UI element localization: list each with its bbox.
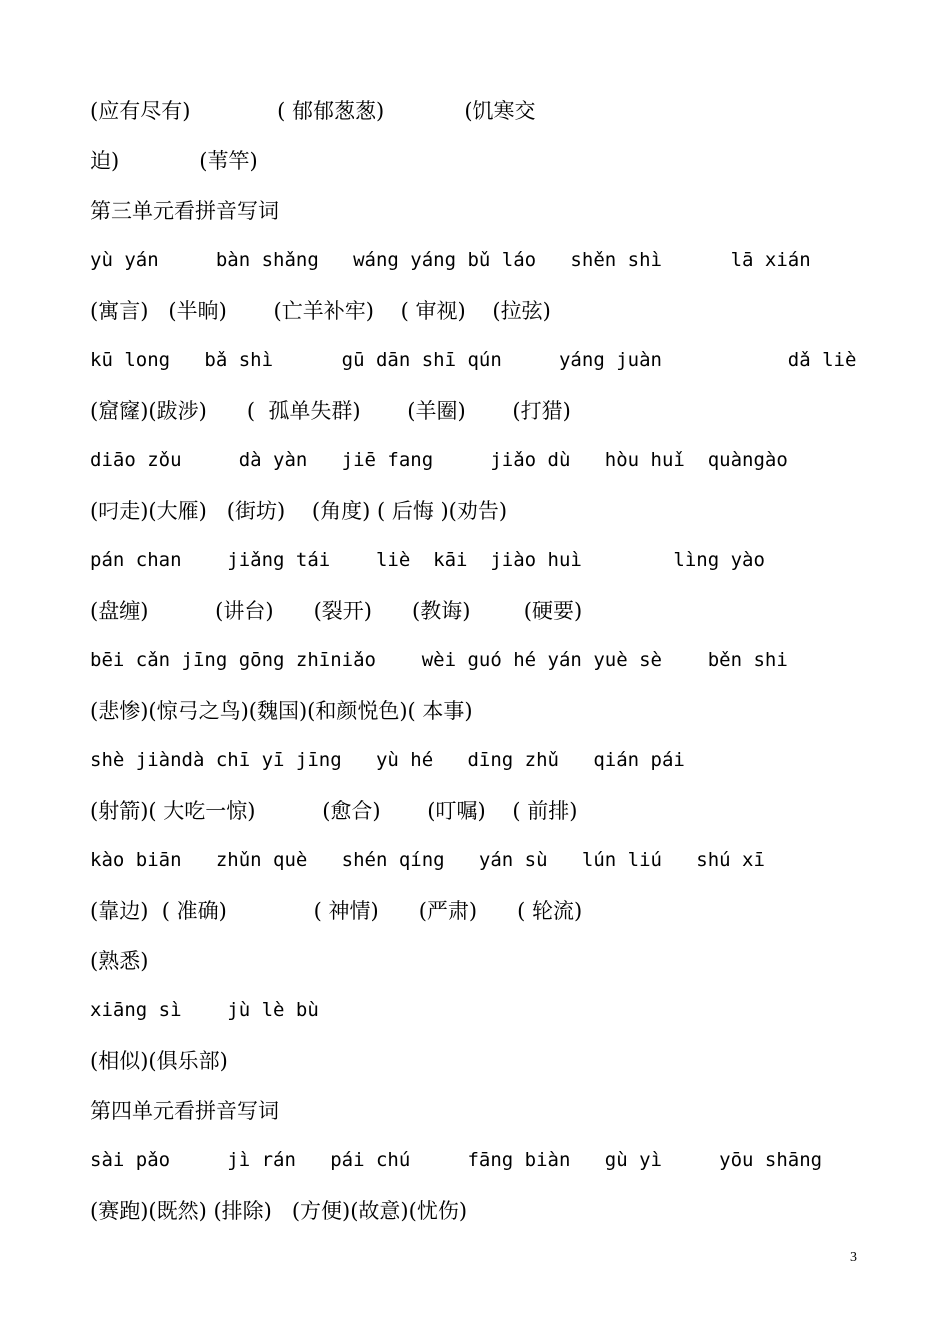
- pinyin-line: pán chan jiǎng tái liè kāi jiào huì lìng yào: [90, 549, 765, 571]
- answer-line: (应有尽有) ( 郁郁葱葱) (饥寒交: [90, 99, 536, 123]
- answer-line: (熟悉): [90, 949, 149, 973]
- pinyin-line: diāo zǒu dà yàn jiē fang jiǎo dù hòu huǐ quàngào: [90, 449, 788, 471]
- answer-line: 迫) (苇竿): [90, 149, 258, 173]
- answer-line: (相似)(俱乐部): [90, 1049, 228, 1073]
- pinyin-line: kào biān zhǔn què shén qíng yán sù lún liú shú xī: [90, 849, 765, 871]
- pinyin-line: bēi cǎn jīng gōng zhīniǎo wèi guó hé yán yuè sè běn shi: [90, 649, 788, 671]
- pinyin-line: yù yán bàn shǎng wáng yáng bǔ láo shěn shì lā xián: [90, 249, 811, 271]
- answer-line: (寓言) (半晌) (亡羊补牢) ( 审视) (拉弦): [90, 299, 551, 323]
- answer-line: (窟窿)(跋涉) ( 孤单失群) (羊圈) (打猎): [90, 399, 571, 423]
- answer-line: (叼走)(大雁) (街坊) (角度) ( 后悔 )(劝告): [90, 499, 508, 523]
- answer-line: (悲惨)(惊弓之鸟)(魏国)(和颜悦色)( 本事): [90, 699, 473, 723]
- page-number: 3: [850, 1250, 857, 1265]
- section-heading: 第三单元看拼音写词: [90, 199, 279, 223]
- answer-line: (靠边) ( 准确) ( 神情) (严肃) ( 轮流): [90, 899, 583, 923]
- pinyin-line: xiāng sì jù lè bù: [90, 999, 319, 1021]
- answer-line: (射箭)( 大吃一惊) (愈合) (叮嘱) ( 前排): [90, 799, 578, 823]
- answer-line: (盘缠) (讲台) (裂开) (教诲) (硬要): [90, 599, 583, 623]
- section-heading: 第四单元看拼音写词: [90, 1099, 279, 1123]
- pinyin-line: sài pǎo jì rán pái chú fāng biàn gù yì yōu shāng: [90, 1149, 823, 1171]
- pinyin-line: kū long bǎ shì gū dān shī qún yáng juàn dǎ liè: [90, 349, 857, 371]
- pinyin-line: shè jiàndà chī yī jīng yù hé dīng zhǔ qián pái: [90, 749, 685, 771]
- answer-line: (赛跑)(既然) (排除) (方便)(故意)(忧伤): [90, 1199, 468, 1223]
